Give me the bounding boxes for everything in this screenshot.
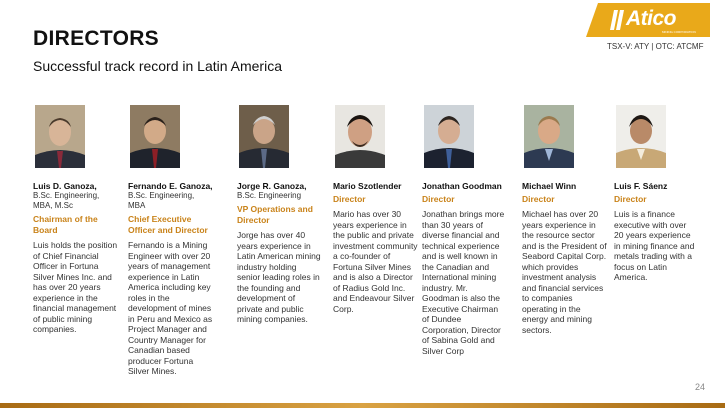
- ticker-symbols: TSX-V: ATY | OTC: ATCMF: [607, 42, 704, 51]
- logo-tagline: MINING CORPORATION: [662, 30, 696, 34]
- director-role: Director: [333, 194, 366, 204]
- director-name: Fernando E. Ganoza,: [128, 181, 213, 191]
- logo-text: Atico: [626, 7, 676, 30]
- director-card: [237, 105, 322, 325]
- director-bio: Luis is a finance executive with over 20 years experience in mining finance and metals trading with a focus on Latin America.: [614, 209, 695, 282]
- director-name: Luis D. Ganoza,: [33, 181, 97, 191]
- director-role: Director: [614, 194, 647, 204]
- director-credentials: B.Sc. Engineering, MBA: [128, 191, 195, 210]
- page-number: 24: [694, 382, 705, 392]
- director-photo: [524, 105, 574, 168]
- director-photo: [335, 105, 385, 168]
- director-bio: Mario has over 30 years experience in the public and private investment community a co-founder of Fortuna Silver Mines and is also a Director of Radius Gold Inc. and Endeavour Silver Corp.: [333, 209, 418, 314]
- director-name: Jonathan Goodman: [422, 181, 502, 191]
- slide-title: DIRECTORS: [33, 27, 159, 50]
- director-card: [33, 105, 118, 335]
- director-photo: [130, 105, 180, 168]
- director-bio: Jonathan brings more than 30 years of diverse financial and technical experience and is well known in the Canadian and International mining industry. Mr. Goodman is also the Executive Chairman of Dundee Corporation, Director of Sabina Gold and Silver Corp: [422, 209, 505, 356]
- director-role: Director: [522, 194, 555, 204]
- director-role: Director: [422, 194, 455, 204]
- director-name: Luis F. Sáenz: [614, 181, 668, 191]
- director-role: VP Operations and Director: [237, 204, 313, 225]
- director-card: [128, 105, 213, 377]
- director-photo: [616, 105, 666, 168]
- director-card: [422, 105, 507, 356]
- director-bio: Jorge has over 40 years experience in Latin American mining industry holding senior leading roles in the founding and development of private and public mining companies.: [237, 230, 321, 324]
- company-logo: [598, 3, 710, 37]
- director-photo: [239, 105, 289, 168]
- director-bio: Luis holds the position of Chief Financial Officer in Fortuna Silver Mines Inc. and has over 20 years experience in the financial management of public mining companies.: [33, 240, 118, 334]
- director-bio: Michael has over 20 years experience in the resource sector and is the President of Seabord Capital Corp. which provides investment analysis and financial services to companies operating in the energy and mining sectors.: [522, 209, 607, 335]
- bottom-accent-bar: [0, 403, 725, 408]
- director-card: [614, 105, 698, 283]
- slide-subtitle: Successful track record in Latin America: [33, 58, 282, 74]
- director-card: [522, 105, 607, 335]
- director-name: Mario Szotlender: [333, 181, 402, 191]
- director-role: Chairman of the Board: [33, 214, 98, 235]
- logo-bars-icon: [610, 10, 626, 30]
- director-bio: Fernando is a Mining Engineer with over 20 years of management experience in Latin America including key roles in the development of mines in Peru and Mexico as Project Manager and Country Manager for Canadian based producer Fortuna Silver Mines.: [128, 240, 213, 376]
- director-credentials: B.Sc. Engineering, MBA, M.Sc: [33, 191, 100, 210]
- director-role: Chief Executive Officer and Director: [128, 214, 208, 235]
- director-photo: [35, 105, 85, 168]
- director-name: Jorge R. Ganoza,: [237, 181, 307, 191]
- director-photo: [424, 105, 474, 168]
- director-credentials: B.Sc. Engineering: [237, 191, 302, 200]
- director-card: [333, 105, 418, 314]
- director-name: Michael Winn: [522, 181, 577, 191]
